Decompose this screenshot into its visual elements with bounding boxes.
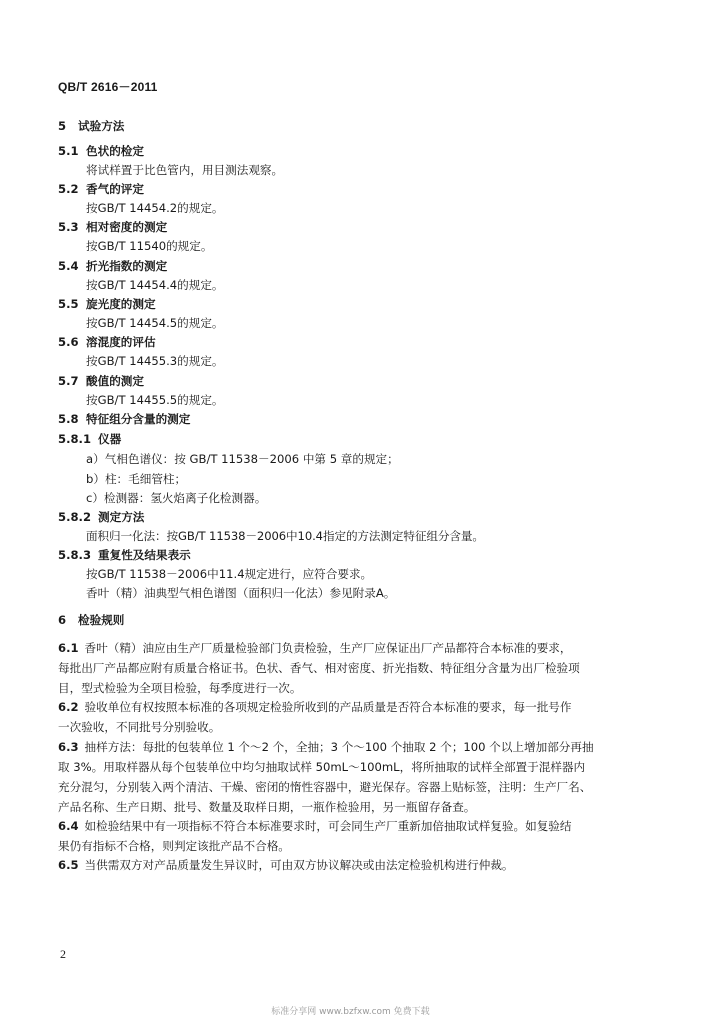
body-text: 按GB/T 14454.2的规定。: [86, 201, 224, 215]
subsection-heading: 5.7 酸值的测定: [58, 374, 144, 388]
clause-6-1: [58, 638, 658, 698]
section-heading: 5 试验方法: [58, 119, 125, 133]
list-item: b）柱：毛细管柱；: [86, 472, 187, 486]
body-text: 将试样置于比色管内，用目测法观察。: [86, 163, 284, 177]
body-text: 面积归一化法：按GB/T 11538－2006中10.4指定的方法测定特征组分含量。: [86, 529, 484, 543]
subsection-heading: 5.2 香气的评定: [58, 182, 144, 196]
body-text: 按GB/T 14455.5的规定。: [86, 393, 224, 407]
body-text: 按GB/T 14454.5的规定。: [86, 316, 224, 330]
subsubsection-heading: 5.8.1 仪器: [58, 432, 122, 446]
body-text: 按GB/T 14455.3的规定。: [86, 354, 224, 368]
clause-line: 果仍有指标不合格，则判定该批产品不合格。: [58, 839, 290, 853]
subsubsection-heading: 5.8.3 重复性及结果表示: [58, 548, 191, 562]
body-text: 按GB/T 11540的规定。: [86, 239, 213, 253]
subsubsection-heading: 5.8.2 测定方法: [58, 510, 145, 524]
body-text: 按GB/T 14454.4的规定。: [86, 278, 224, 292]
clause-6-5: [58, 855, 658, 875]
clause-line: 产品名称、生产日期、批号、数量及取样日期，一瓶作检验用，另一瓶留存备查。: [58, 800, 476, 814]
footer-watermark: 标准分享网 www.bzfxw.com 免费下载: [271, 1007, 430, 1017]
list-item: a）气相色谱仪：按 GB/T 11538－2006 中第 5 章的规定；: [86, 452, 399, 466]
clause-line: 每批出厂产品都应附有质量合格证书。色状、香气、相对密度、折光指数、特征组分含量为出厂检验项: [58, 661, 580, 675]
clause-line: 取 3%。用取样器从每个包装单位中均匀抽取试样 50mL～100mL，将所抽取的试样全部置于混样器内: [58, 760, 586, 774]
document-code: QB/T 2616－2011: [58, 80, 158, 94]
clause-line: 6.3 抽样方法：每批的包装单位 1 个～2 个，全抽；3 个～100 个抽取 2 个；100 个以上增加部分再抽: [58, 740, 594, 754]
clause-line: 6.5 当供需双方对产品质量发生异议时，可由双方协议解决或由法定检验机构进行仲裁。: [58, 858, 514, 872]
body-text: 按GB/T 11538－2006中11.4规定进行，应符合要求。: [86, 567, 373, 581]
clause-6-3: [58, 737, 658, 817]
subsection-heading: 5.3 相对密度的测定: [58, 220, 168, 234]
clause-line: 6.1 香叶（精）油应由生产厂质量检验部门负责检验，生产厂应保证出厂产品都符合本标准的要求，: [58, 641, 572, 655]
subsection-heading: 5.8 特征组分含量的测定: [58, 412, 191, 426]
clause-line: 6.2 验收单位有权按照本标准的各项规定检验所收到的产品质量是否符合本标准的要求，每一批号作: [58, 700, 572, 714]
clause-line: 充分混匀，分别装入两个清洁、干燥、密闭的惰性容器中，避光保存。容器上贴标签，注明：生产厂名、: [58, 780, 592, 794]
subsection-heading: 5.6 溶混度的评估: [58, 335, 156, 349]
subsection-heading: 5.1 色状的检定: [58, 144, 144, 158]
clause-line: 6.4 如检验结果中有一项指标不符合本标准要求时，可会同生产厂重新加倍抽取试样复验。如复验结: [58, 819, 572, 833]
subsection-heading: 5.4 折光指数的测定: [58, 259, 168, 273]
page-number: 2: [60, 947, 66, 961]
clause-line: 目，型式检验为全项目检验，每季度进行一次。: [58, 681, 302, 695]
list-item: c）检测器：氢火焰离子化检测器。: [86, 491, 267, 505]
section-heading: 6 检验规则: [58, 613, 125, 627]
clause-6-4: [58, 816, 658, 856]
clause-line: 一次验收，不同批号分别验收。: [58, 720, 221, 734]
clause-6-2: [58, 697, 658, 737]
subsection-heading: 5.5 旋光度的测定: [58, 297, 156, 311]
body-text: 香叶（精）油典型气相色谱图（面积归一化法）参见附录A。: [86, 586, 396, 600]
